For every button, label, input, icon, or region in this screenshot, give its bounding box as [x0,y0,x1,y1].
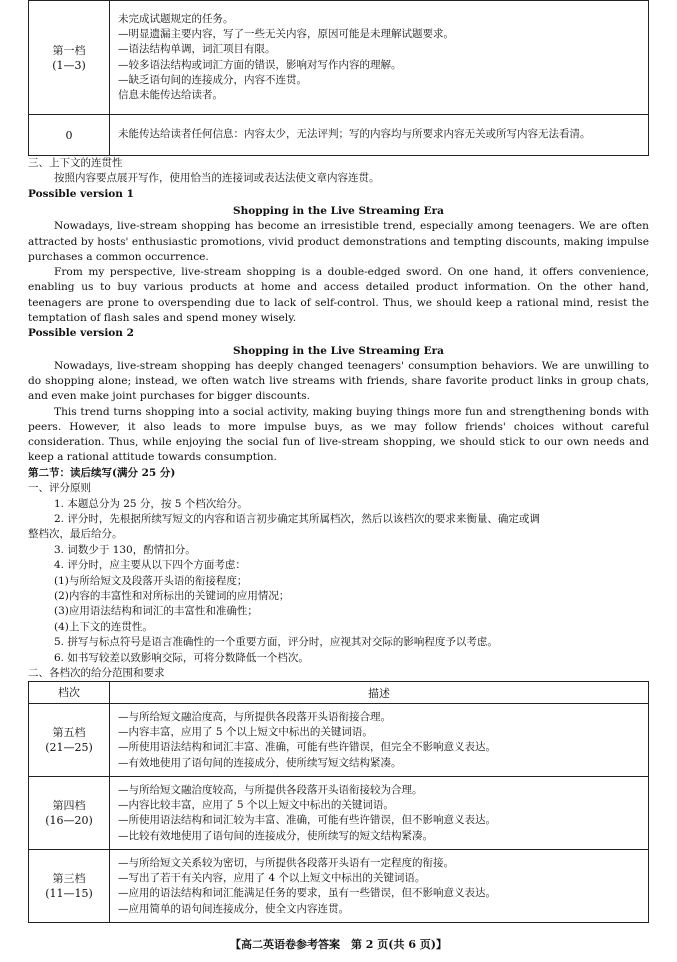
level-name: 第五档 [52,726,86,740]
principle-item: (3)应用语法结构和词汇的丰富性和准确性； [54,605,258,618]
section2-heading: 第二节：读后续写(满分 25 分) [28,466,176,479]
desc-line: —缺乏语句间的连接成分，内容不连贯。 [118,73,307,86]
level-range: (1—3) [52,58,86,72]
desc-line: —与所给短文关系较为密切，与所提供各段落开头语有一定程度的衔接。 [118,857,454,870]
level-range: (21—25) [45,741,93,755]
desc-line: —较多语法结构或词汇方面的错误，影响对写作内容的理解。 [118,58,402,71]
principle-item: 5. 拼写与标点符号是语言准确性的一个重要方面，评分时，应视其对交际的影响程度予以考虑。 [54,636,498,649]
principle-item: 3. 词数少于 130，酌情扣分。 [54,543,196,556]
version2-title: Shopping in the Live Streaming Era [233,344,444,357]
desc-line: —语法结构单调，词汇项目有限。 [118,43,276,56]
level-description [110,850,649,923]
desc-line: —应用的语法结构和词汇能满足任务的要求，虽有一些错误，但不影响意义表达。 [118,887,496,900]
grade-row-level-1 [29,1,649,115]
principle-item: (4)上下文的连贯性。 [54,620,153,633]
essay-paragraph: Nowadays, live-stream shopping has become an irresistible trend, especially among teenagers. We are often attracted by hosts' enthusiastic promotions, vivid product demonstrations and tempting discounts, making impulse purchases a common occurrence. [28,220,649,263]
principle-item: 2. 评分时，先根据所续写短文的内容和语言初步确定其所属档次，然后以该档次的要求来衡量、确定或调 [54,513,540,525]
level-cell [29,777,110,850]
desc-line: —比较有效地使用了语句间的连接成分，使所续写的短文结构紧凑。 [118,829,433,842]
level-name: 第四档 [52,799,86,813]
level-description [110,777,649,850]
essay-paragraph: From my perspective, live-stream shopping is a double-edged sword. On one hand, it offers convenience, enabling us to buy various products at home and access detailed product information. On the other hand, teenagers are prone to overspending due to lack of self-control. Thus, we should keep a rational mind, resist the temptation of flash sales and spend money wisely. [28,266,649,324]
desc-line: —与所给短文融洽度高，与所提供各段落开头语衔接合理。 [118,711,391,724]
principles-list [28,497,649,666]
level-description [110,115,649,156]
column-header-description: 描述 [110,682,649,704]
principle-item: 1. 本题总分为 25 分，按 5 个档次给分。 [54,497,248,510]
desc-line: —内容丰富，应用了 5 个以上短文中标出的关键词语。 [118,726,373,739]
essay-paragraph: This trend turns shopping into a social activity, making buying things more fun and strengthening bonds with peers. However, it also leads to more impulse buys, as we may follow friends' choices without careful consideration. Thus, while enjoying the social fun of live-stream shopping, we should stick to our own needs and keep a rational attitude towards consumption. [28,405,649,464]
level-cell [29,850,110,923]
level-description [110,704,649,777]
desc-line: —有效地使用了语句间的连接成分，使所续写短文结构紧凑。 [118,756,402,769]
level-description [110,1,649,115]
grade-row-level-4 [29,777,649,850]
principle-item: (2)内容的丰富性和对所标出的关键词的应用情况； [54,590,290,603]
principle-item: 4. 评分时，应主要从以下四个方面考虑： [54,559,246,572]
level-name: 第三档 [52,872,86,886]
essay-paragraph: Nowadays, live-stream shopping has deeply changed teenagers' consumption behaviors. We are unwilling to do shopping alone; instead, we often watch live streams with friends, share favorite product links in group chats, and even make joint purchases for bigger discounts. [28,359,649,403]
desc-line: —应用简单的语句间连接成分，使全文内容连贯。 [118,902,349,915]
level-cell [29,1,110,115]
page-footer: 【高二英语卷参考答案 第 2 页(共 6 页)】 [229,938,448,951]
desc-line: 未能传达给读者任何信息：内容太少，无法评判；写的内容均与所要求内容无关或所写内容无法看清。 [118,128,591,141]
level-range: (16—20) [45,814,93,828]
principle-item: 整档次，最后给分。 [28,528,123,541]
levels-heading: 二、各档次的给分范围和要求 [28,667,165,680]
principle-item: (1)与所给短文及段落开头语的衔接程度； [54,574,248,587]
grade-row-level-5 [29,704,649,777]
coherence-heading: 三、上下文的连贯性 [28,157,123,169]
table-header-row [29,682,649,704]
writing-grade-table-bottom [28,681,649,923]
desc-line: 未完成试题规定的任务。 [118,12,234,25]
level-cell [29,115,110,156]
version1-title: Shopping in the Live Streaming Era [233,205,444,218]
version1-label: Possible version 1 [28,187,134,200]
grade-row-level-0 [29,115,649,156]
level-name: 第一档 [52,43,86,57]
level-cell [29,704,110,777]
version1-essay [28,219,649,326]
level-name: 0 [65,128,73,142]
desc-line: —写出了若干有关内容，应用了 4 个以上短文中标出的关键词语。 [118,872,426,885]
principle-item: 6. 如书写较差以致影响交际，可将分数降低一个档次。 [54,651,309,664]
version2-label: Possible version 2 [28,327,134,340]
desc-line: —所使用语法结构和词汇丰富、准确，可能有些许错误，但完全不影响意义表达。 [118,741,496,754]
desc-line: —所使用语法结构和词汇较为丰富、准确，可能有些许错误，但不影响意义表达。 [118,814,496,827]
desc-line: —明显遗漏主要内容，写了一些无关内容，原因可能是未理解试题要求。 [118,28,454,41]
writing-grade-table-top [28,0,649,156]
desc-line: —内容比较丰富，应用了 5 个以上短文中标出的关键词语。 [118,799,394,812]
principles-heading: 一、评分原则 [28,482,91,495]
coherence-text: 按照内容要点展开写作，使用恰当的连接词或表达法使文章内容连贯。 [54,172,380,185]
version2-essay [28,359,649,466]
grade-row-level-3 [29,850,649,923]
desc-line: 信息未能传达给读者。 [118,88,223,101]
level-range: (11—15) [45,887,93,901]
column-header-level: 档次 [29,682,110,704]
desc-line: —与所给短文融洽度较高，与所提供各段落开头语衔接较为合理。 [118,784,423,797]
